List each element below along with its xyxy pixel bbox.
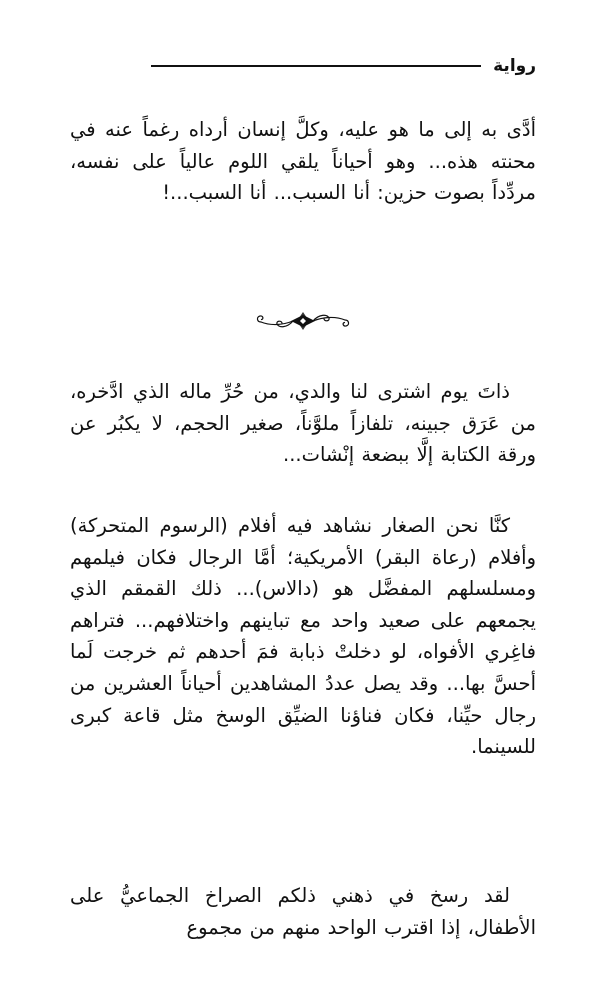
running-header	[70, 52, 536, 80]
paragraph-text: أدَّى به إلى ما هو عليه، وكلَّ إنسان أرداه رغماً عنه في محنته هذه... وهو أحياناً يلقي اللوم عالياً على نفسه، مردِّداً بصوت حزين: أنا السبب... أنا السبب...!	[70, 118, 536, 205]
header-rule	[151, 65, 481, 67]
paragraph-watching	[70, 510, 536, 763]
paragraph-tv	[70, 376, 536, 471]
paragraph-text: لقد رسخ في ذهني ذلكم الصراخ الجماعيُّ على الأطفال، إذا اقترب الواحد منهم من مجموع	[70, 884, 536, 939]
header-title: رواية	[493, 56, 536, 76]
paragraph-shouting	[70, 880, 536, 943]
paragraph-continuation	[70, 114, 536, 209]
paragraph-text: كنَّا نحن الصغار نشاهد فيه أفلام (الرسوم المتحركة) وأفلام (رعاة البقر) الأمريكية؛ أمَّا الرجال فكان فيلمهم ومسلسلهم المفضَّل هو (دالاس)... ذلك القمقم الذي يجمعهم على صعيد واحد مع تباينهم واختلافهم... فتراهم فاغِري الأفواه، لو دخلتْ ذبابة فمَ أحدهم ثم خرجت لَما أحسَّ بها... وقد يصل عددُ المشاهدين أحياناً العشرين من رجال حيِّنا، فكان فناؤنا الضيِّق الوسخ مثل قاعة كبرى للسينما.	[70, 514, 536, 759]
paragraph-text: ذاتَ يوم اشترى لنا والدي، من حُرِّ ماله الذي ادَّخره، من عَرَق جبينه، تلفازاً ملوَّناً، صغير الحجم، لا يكبُر عن ورقة الكتابة إلَّا ببضعة إنْشات...	[70, 380, 536, 467]
floral-divider-icon	[253, 308, 353, 334]
